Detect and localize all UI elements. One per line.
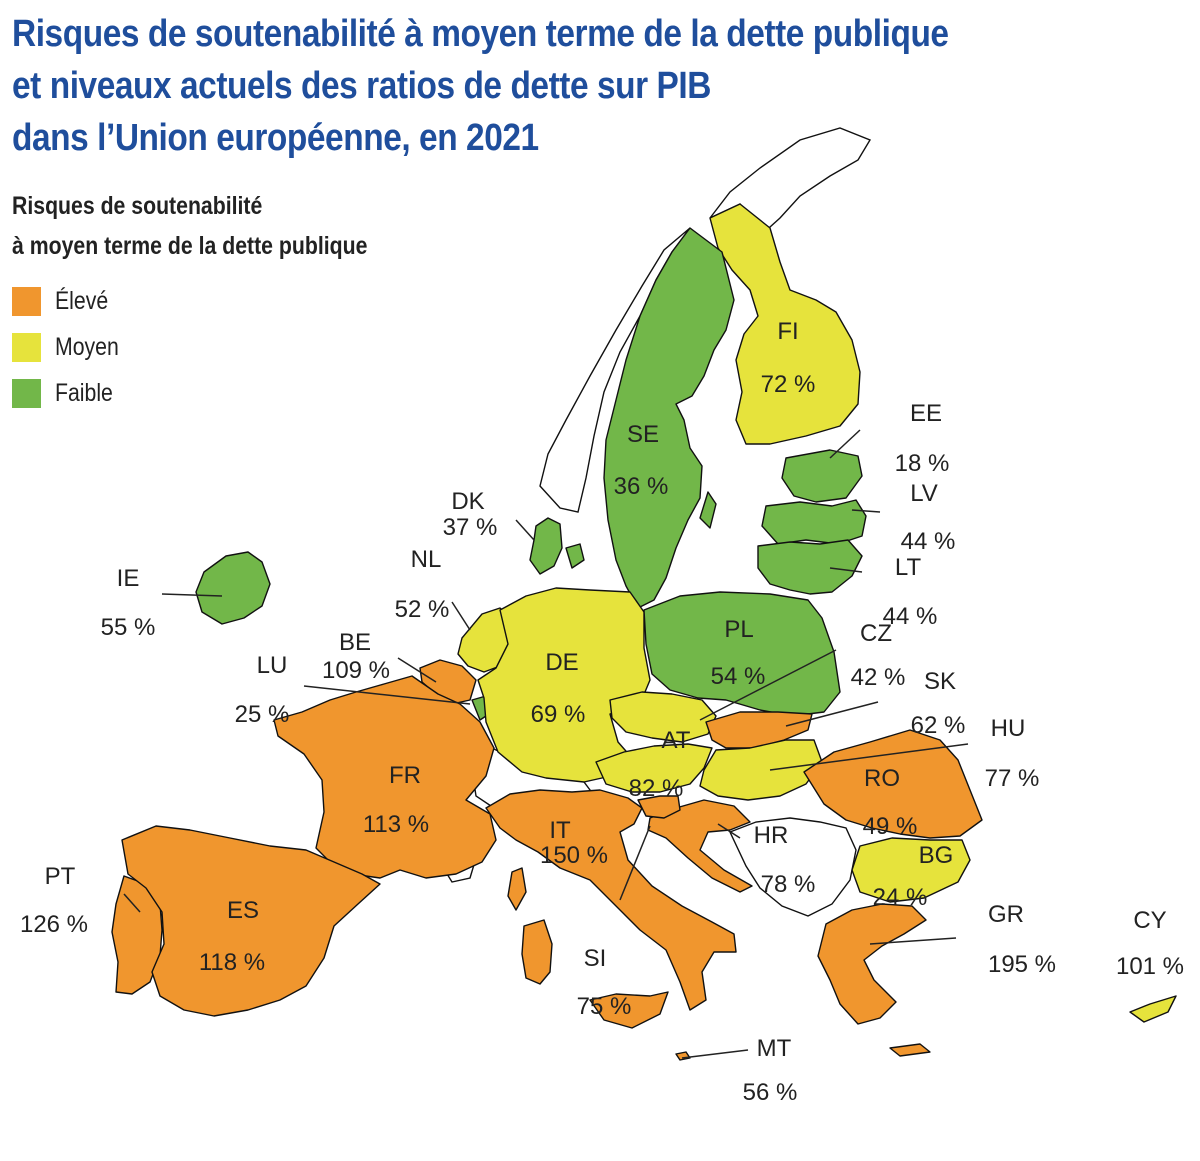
title-line-1: Risques de soutenabilité à moyen terme de la dette publique: [12, 13, 949, 55]
legend-label-low: Faible: [55, 378, 113, 407]
country-debt-de: 69 %: [530, 701, 586, 728]
country-debt-be: 109 %: [321, 657, 391, 684]
country-debt-cz: 42 %: [850, 664, 906, 691]
country-code-it: IT: [549, 817, 571, 844]
country-cy: [1130, 996, 1176, 1022]
legend-label-medium: Moyen: [55, 332, 119, 361]
country-shape-lt: [758, 540, 862, 594]
country-code-de: DE: [545, 649, 579, 676]
country-code-lv: LV: [910, 480, 938, 507]
country-debt-it: 150 %: [539, 842, 609, 869]
leader-line-1: [516, 520, 534, 540]
country-code-cz: CZ: [860, 620, 892, 647]
country-debt-pl: 54 %: [710, 663, 766, 690]
country-code-es: ES: [226, 897, 260, 924]
country-ie: [196, 552, 270, 624]
country-se: [604, 228, 734, 608]
leader-line-16: [682, 1050, 748, 1058]
legend-label-high: Élevé: [55, 286, 109, 315]
country-debt-sk: 62 %: [910, 712, 966, 739]
title-line-3: dans l’Union européenne, en 2021: [12, 117, 539, 159]
country-code-sk: SK: [923, 668, 957, 695]
country-mt: [676, 1052, 690, 1060]
country-debt-bg: 24 %: [872, 884, 928, 911]
legend-title-line-2: à moyen terme de la dette publique: [12, 232, 368, 260]
country-shape-dk: [530, 518, 562, 574]
country-debt-fr: 113 %: [362, 811, 430, 838]
country-code-mt: MT: [756, 1035, 792, 1062]
country-debt-se: 36 %: [613, 473, 669, 500]
country-code-pt: PT: [44, 863, 76, 890]
country-shape-cy: [1130, 996, 1176, 1022]
country-code-hu: HU: [990, 715, 1026, 742]
country-code-gr: GR: [988, 901, 1024, 928]
country-shape-mt: [676, 1052, 690, 1060]
country-code-cy: CY: [1133, 907, 1167, 934]
country-code-fr: FR: [389, 762, 421, 789]
country-code-ie: IE: [116, 565, 140, 592]
country-code-hr: HR: [753, 822, 789, 849]
country-gr: [818, 904, 930, 1056]
country-debt-gr: 195 %: [987, 951, 1057, 978]
country-code-ro: RO: [864, 765, 900, 792]
country-code-ee: EE: [909, 400, 943, 427]
country-hu: [700, 740, 822, 800]
country-shape-dk-1: [566, 544, 584, 568]
country-code-se: SE: [626, 421, 660, 448]
country-shape-fr-1: [508, 868, 526, 910]
country-debt-mt: 56 %: [742, 1079, 798, 1106]
country-shape-se-1: [700, 492, 716, 528]
country-debt-ee: 18 %: [894, 450, 950, 477]
country-code-bg: BG: [918, 842, 954, 869]
country-debt-hu: 77 %: [984, 765, 1040, 792]
country-debt-cy: 101 %: [1115, 953, 1185, 980]
country-code-lu: LU: [256, 652, 288, 679]
country-ee: [782, 450, 862, 502]
country-shape-it-2: [522, 920, 552, 984]
country-debt-at: 82 %: [628, 775, 684, 802]
country-shape-gr: [818, 904, 926, 1024]
non-eu-shape-5: [730, 818, 856, 916]
country-debt-si: 75 %: [576, 993, 632, 1020]
country-shapes: [112, 204, 1176, 1060]
country-shape-ee: [782, 450, 862, 502]
country-shape-hu: [700, 740, 822, 800]
country-debt-hr: 78 %: [760, 871, 816, 898]
country-shape-lv: [762, 500, 866, 544]
country-debt-fi: 72 %: [760, 371, 816, 398]
country-debt-ie: 55 %: [100, 614, 156, 641]
country-debt-pt: 126 %: [19, 911, 89, 938]
country-debt-dk: 37 %: [442, 514, 498, 541]
country-code-lt: LT: [894, 554, 922, 581]
country-code-be: BE: [338, 629, 372, 656]
country-lt: [758, 540, 862, 594]
leader-line-2: [452, 602, 470, 630]
title-line-2: et niveaux actuels des ratios de dette sur PIB: [12, 65, 711, 107]
country-debt-es: 118 %: [198, 949, 266, 976]
country-debt-lt: 44 %: [882, 603, 938, 630]
country-debt-lu: 25 %: [234, 701, 290, 728]
country-dk: [530, 518, 584, 574]
country-debt-nl: 52 %: [394, 596, 450, 623]
legend-title-line-1: Risques de soutenabilité: [12, 192, 263, 220]
country-shape-gr-1: [890, 1044, 930, 1056]
country-code-pl: PL: [724, 616, 754, 643]
country-debt-ro: 49 %: [862, 813, 918, 840]
country-code-fi: FI: [777, 318, 799, 345]
country-debt-lv: 44 %: [900, 528, 956, 555]
country-code-dk: DK: [451, 488, 485, 515]
country-code-si: SI: [583, 945, 607, 972]
country-shape-se: [604, 228, 734, 608]
country-lv: [762, 500, 866, 544]
country-shape-ie: [196, 552, 270, 624]
country-shape-fr: [274, 676, 496, 878]
country-code-at: AT: [661, 727, 691, 754]
country-code-nl: NL: [410, 546, 442, 573]
